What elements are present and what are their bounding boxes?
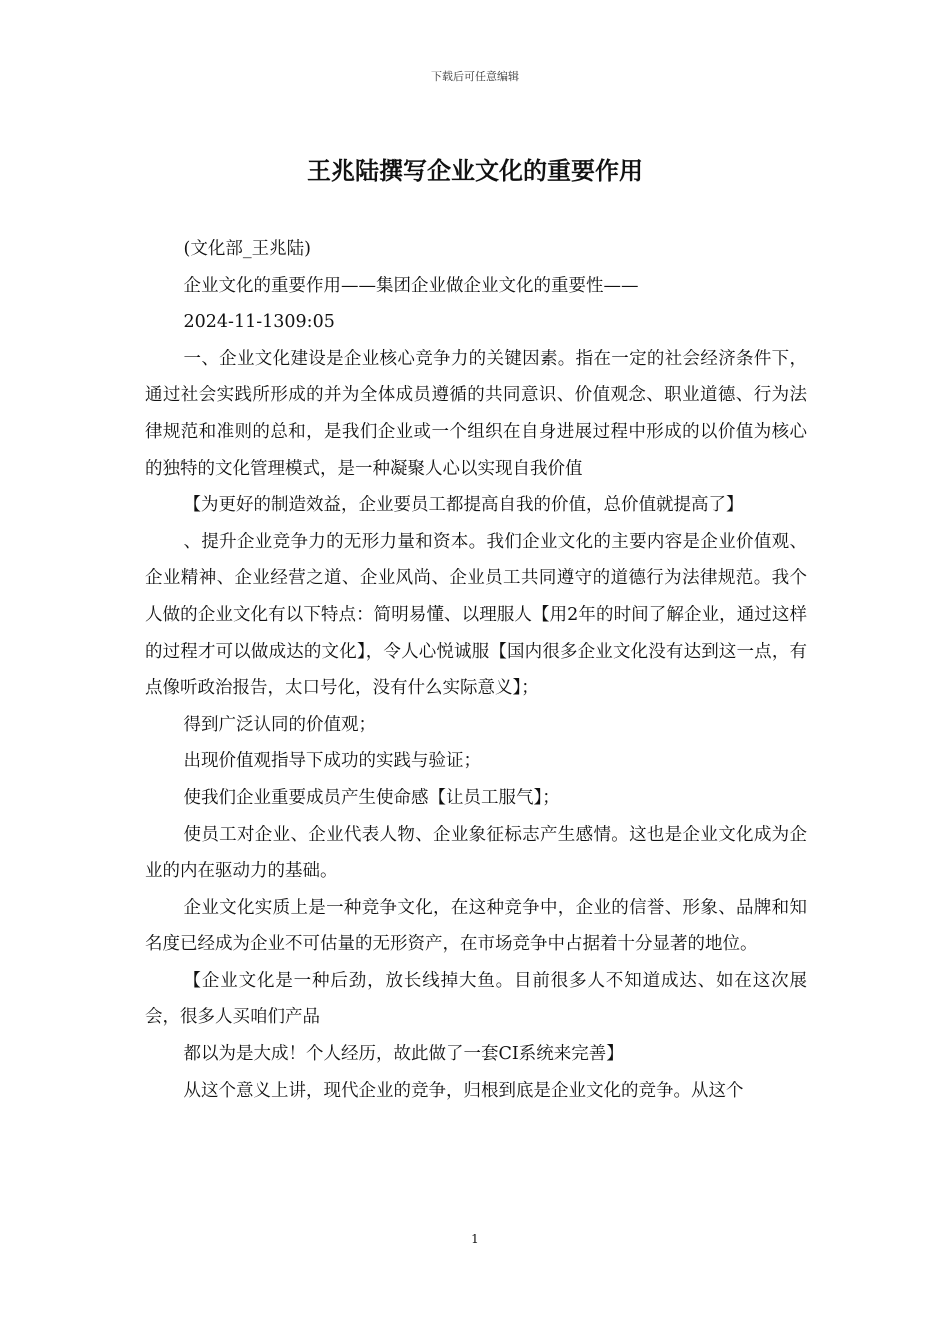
- page-header-note: 下载后可任意编辑: [431, 70, 519, 83]
- body-paragraph: 【企业文化是一种后劲，放长线掉大鱼。目前很多人不知道成达、如在这次展会，很多人买咱们产品: [145, 970, 807, 1028]
- body-paragraph: 都以为是大成！个人经历，故此做了一套CI系统来完善】: [183, 1044, 624, 1065]
- body-paragraph: 企业文化的重要作用——集团企业做企业文化的重要性——: [183, 275, 639, 296]
- body-paragraph: (文化部_王兆陆): [183, 239, 311, 259]
- document-body: [145, 231, 807, 1109]
- body-paragraph: 企业文化实质上是一种竞争文化，在这种竞争中，企业的信誉、形象、品牌和知名度已经成为企业不可估量的无形资产，在市场竞争中占据着十分显著的地位。: [145, 897, 807, 955]
- body-paragraph: 得到广泛认同的价值观；: [183, 714, 376, 735]
- body-paragraph: 【为更好的制造效益，企业要员工都提高自我的价值，总价值就提高了】: [183, 495, 744, 516]
- body-paragraph: 从这个意义上讲，现代企业的竞争，归根到底是企业文化的竞争。从这个: [183, 1080, 744, 1101]
- body-paragraph: 出现价值观指导下成功的实践与验证；: [183, 751, 481, 772]
- body-paragraph: 、提升企业竞争力的无形力量和资本。我们企业文化的主要内容是企业价值观、企业精神、企业经营之道、企业风尚、企业员工共同遵守的道德行为法律规范。我个人做的企业文化有以下特点：简明易懂、以理服人【用2年的时间了解企业，通过这样的过程才可以做成达的文化】，令人心悦诚服【国内很多企业文化没有达到这一点，有点像听政治报告，太口号化，没有什么实际意义】；: [145, 531, 807, 699]
- body-paragraph: 使我们企业重要成员产生使命感【让员工服气】；: [183, 787, 560, 808]
- body-paragraph: 一、企业文化建设是企业核心竞争力的关键因素。指在一定的社会经济条件下，通过社会实践所形成的并为全体成员遵循的共同意识、价值观念、职业道德、行为法律规范和准则的总和，是我们企业或一个组织在自身进展过程中形成的以价值为核心的独特的文化管理模式，是一种凝聚人心以实现自我价值: [145, 348, 807, 479]
- body-paragraph: 使员工对企业、企业代表人物、企业象征标志产生感情。这也是企业文化成为企业的内在驱动力的基础。: [145, 824, 807, 882]
- body-paragraph: 2024-11-1309:05: [183, 312, 335, 333]
- document-title: 王兆陆撰写企业文化的重要作用: [307, 156, 643, 185]
- page-number: 1: [471, 1232, 479, 1246]
